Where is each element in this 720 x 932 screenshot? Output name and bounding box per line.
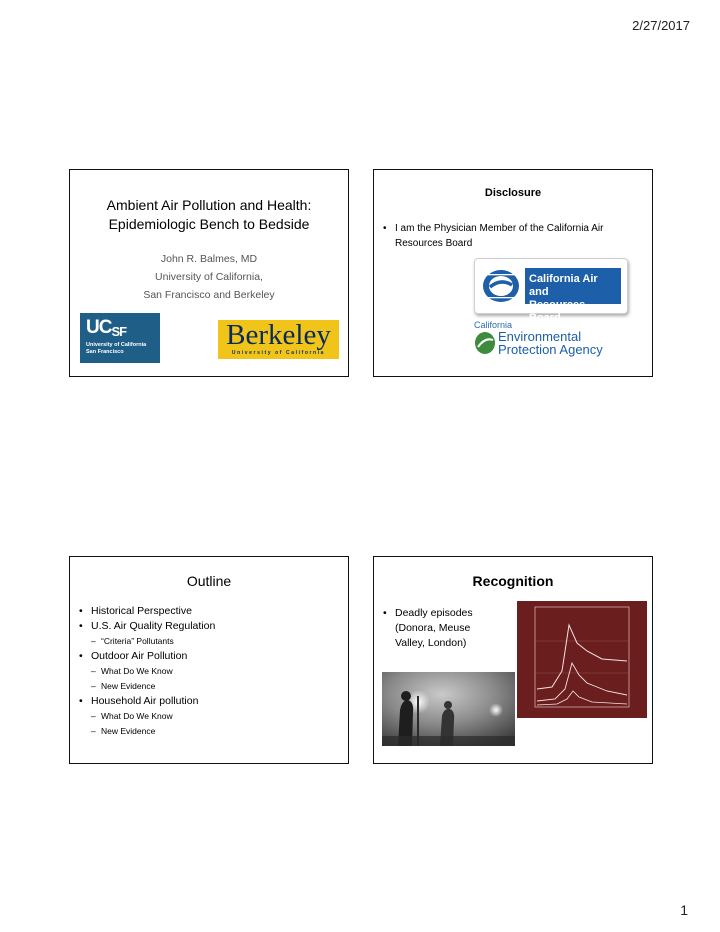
affiliation-line-1: University of California,	[155, 271, 263, 283]
list-item: – “Criteria” Pollutants	[79, 634, 341, 649]
berkeley-logo-word: Berkeley	[226, 319, 331, 351]
list-item: – New Evidence	[79, 724, 341, 739]
outline-list	[79, 604, 341, 739]
disclosure-title: Disclosure	[484, 187, 542, 199]
carb-logo-line-2: Resources Board	[529, 299, 586, 324]
slide-recognition	[373, 556, 653, 764]
calepa-line-1: Environmental	[498, 329, 582, 344]
affiliation-line-2: San Francisco and Berkeley	[143, 289, 275, 301]
ucsf-logo	[80, 313, 160, 363]
recognition-title: Recognition	[472, 573, 554, 589]
ucsf-logo-line-2: San Francisco	[86, 348, 124, 355]
title-line-2: Epidemiologic Bench to Bedside	[108, 216, 310, 232]
author-block	[70, 250, 348, 304]
calepa-name	[498, 330, 603, 356]
list-item: • Historical Perspective	[79, 604, 341, 619]
berkeley-logo-sub: University of California	[231, 350, 326, 356]
presentation-title	[70, 196, 348, 234]
calepa-leaf-icon	[474, 331, 496, 355]
list-item: – New Evidence	[79, 679, 341, 694]
ucsf-logo-line-1: University of California	[86, 342, 147, 348]
recognition-list	[383, 606, 501, 651]
calepa-line-2: Protection Agency	[498, 342, 603, 357]
document-date: 2/27/2017	[632, 18, 690, 33]
carb-logo-line-1: California Air and	[529, 273, 598, 298]
page-number: 1	[680, 902, 688, 918]
list-item: • Household Air pollution	[79, 694, 341, 709]
list-item: • I am the Physician Member of the California Air Resources Board	[383, 221, 645, 251]
slide-disclosure	[373, 169, 653, 377]
list-item: • Outdoor Air Pollution	[79, 649, 341, 664]
list-item: – What Do We Know	[79, 664, 341, 679]
list-item: • Deadly episodes (Donora, Meuse Valley, London)	[383, 606, 501, 651]
list-item: • U.S. Air Quality Regulation	[79, 619, 341, 634]
calepa-state-label: California	[474, 320, 513, 330]
ucsf-logo-mark: $UC_{SF}$	[86, 317, 127, 339]
slide-title	[69, 169, 349, 377]
title-line-1: Ambient Air Pollution and Health:	[106, 197, 312, 213]
smog-mortality-graph	[517, 601, 647, 718]
london-fog-photo	[382, 672, 515, 746]
berkeley-logo	[218, 320, 339, 359]
author-name: John R. Balmes, MD	[160, 253, 258, 265]
outline-title: Outline	[186, 573, 232, 589]
disclosure-list	[383, 221, 645, 251]
list-item: – What Do We Know	[79, 709, 341, 724]
carb-logo-text	[525, 268, 621, 324]
carb-logo	[474, 258, 628, 324]
carb-emblem-icon	[481, 268, 521, 304]
slide-outline	[69, 556, 349, 764]
